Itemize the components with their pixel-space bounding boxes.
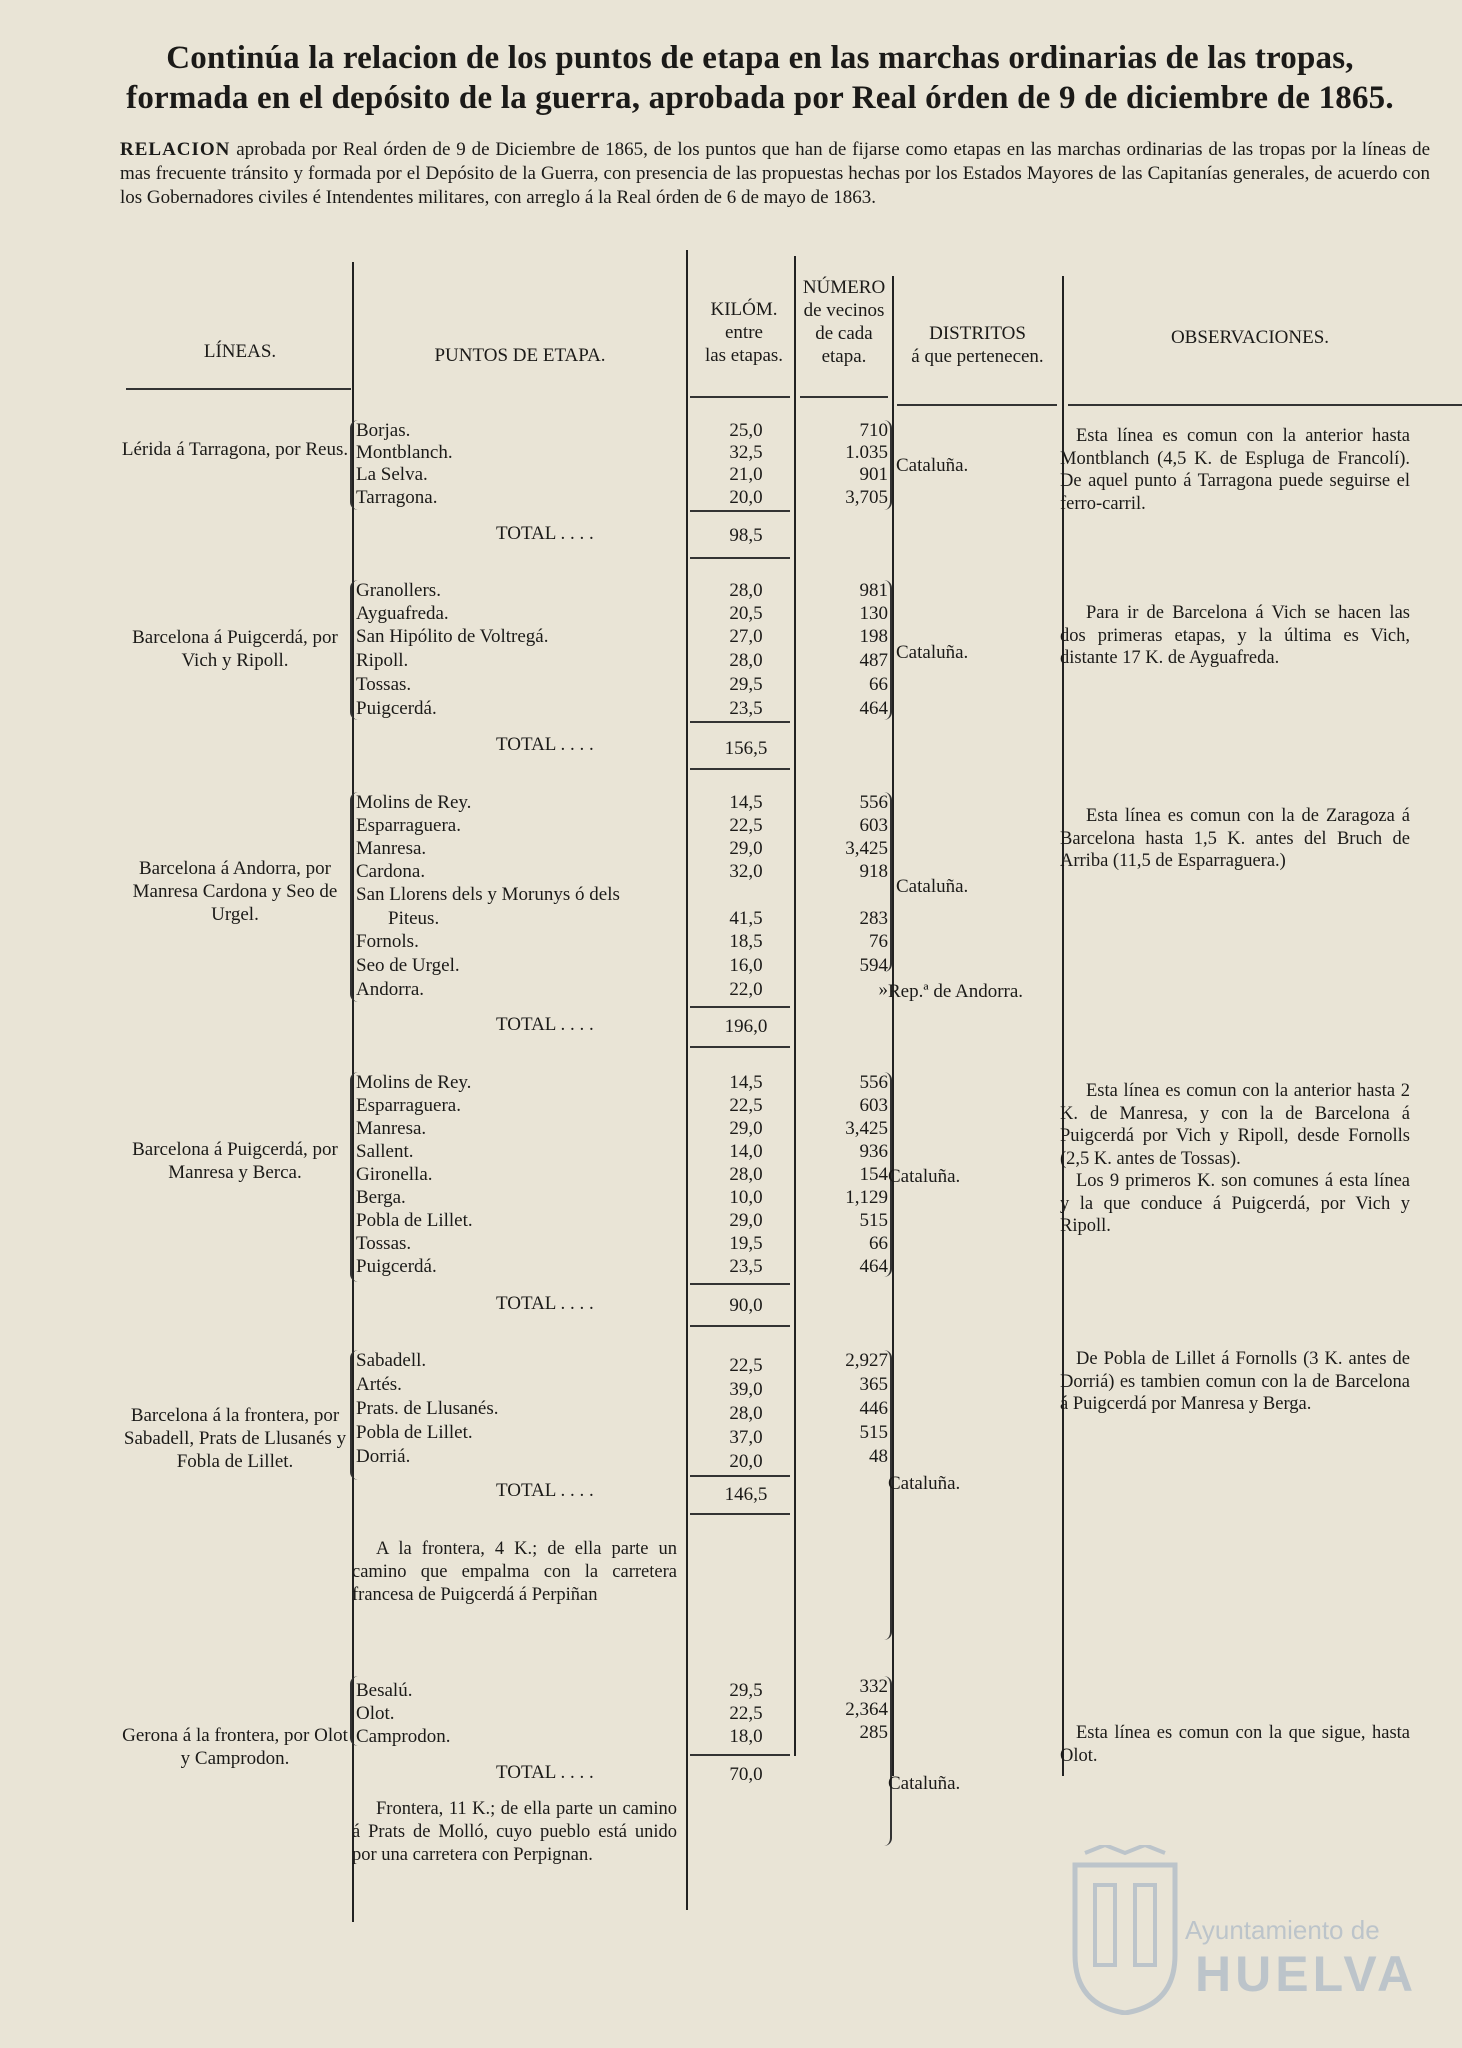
stop-name: Berga. [356,1187,406,1208]
km-rule [690,721,790,723]
stop-km: 22,5 [729,815,763,836]
section-rule [690,768,790,770]
stop-vecinos: 556 [859,1072,888,1093]
total-km: 90,0 [729,1295,763,1316]
km-rule [690,1283,790,1285]
stop-vecinos: 594 [859,955,888,976]
stop-vecinos: 936 [859,1141,888,1162]
stop-vecinos: 198 [859,626,888,647]
observation: Esta línea es comun con la que sigue, hasta Olot. [1060,1723,1410,1766]
stop-km: 41,5 [729,908,763,929]
stop-km: 28,0 [729,1164,763,1185]
stop-name: Olot. [356,1703,395,1724]
stop-vecinos: 918 [859,861,888,882]
stop-vecinos: 446 [859,1398,888,1419]
stop-name: Fornols. [356,931,419,952]
district: Cataluña. [896,455,969,476]
stop-name: Cardona. [356,861,426,882]
intro-lead: RELACION [120,139,231,160]
line-name: Barcelona á Puigcerdá, por Manresa y Berca. [132,1139,338,1183]
stop-km: 19,5 [729,1233,763,1254]
stop-name: Seo de Urgel. [356,955,460,976]
district: Cataluña. [896,642,969,663]
stop-km: 25,0 [729,420,763,441]
header-vecinos-4: etapa. [821,346,867,367]
stop-km: 22,0 [729,979,763,1000]
stop-vecinos: 981 [859,580,888,601]
stop-vecinos: 603 [859,1095,888,1116]
stop-name: Tarragona. [356,487,438,508]
header-kilom-1: KILÓM. [710,299,778,320]
stop-name: Ayguafreda. [356,603,449,624]
total-km: 156,5 [724,738,768,759]
stop-vecinos: 66 [869,1233,888,1254]
watermark-line1: Ayuntamiento de [1185,1915,1380,1945]
stop-km: 10,0 [729,1187,763,1208]
stop-vecinos: 710 [859,420,888,441]
district: Cataluña. [896,876,969,897]
total-label: TOTAL . . . . [496,1014,594,1035]
stop-name: Prats. de Llusanés. [356,1398,499,1419]
stop-name: San Llorens dels y Morunys ó dels [356,884,620,905]
stop-km: 32,5 [729,442,763,463]
stop-vecinos: 464 [859,1256,888,1277]
stop-vecinos: 464 [859,698,888,719]
stop-vecinos: 332 [859,1676,888,1697]
observation: Esta línea es comun con la anterior hasta 2 K. de Manresa, y con la de Barcelona á Puigcerdá por Vich y Ripoll, desde Fornolls (2,5 K. antes de Tossas). [1060,1081,1410,1169]
total-label: TOTAL . . . . [496,1480,594,1501]
stop-name: Molins de Rey. [356,1072,472,1093]
stop-km: 14,5 [729,792,763,813]
stop-name: Ripoll. [356,650,409,671]
stop-km: 37,0 [729,1427,763,1448]
stop-km: 22,5 [729,1703,763,1724]
stop-km: 20,0 [729,1451,763,1472]
stop-name: Sabadell. [356,1350,427,1371]
stop-km: 20,5 [729,603,763,624]
stop-name: Tossas. [356,1233,412,1254]
intro-text: aprobada por Real órden de 9 de Diciembre de 1865, de los puntos que han de fijarse como etapas en las marchas ordinarias de las tropas por la líneas de mas frecuente tránsito y formada por el Depósito de la Guerra, con presencia de las propuestas hechas por los Estados Mayores de las Capitanías generales, de acuerdo con los Gobernadores civiles é Intendentes militares, con arreglo á la Real órden de 6 de mayo de 1863. [120,139,1431,208]
header-rule-lineas [126,388,351,390]
stop-km: 29,5 [729,674,763,695]
stop-name: Andorra. [356,979,425,1000]
stop-km: 16,0 [729,955,763,976]
stop-vecinos: 1.035 [845,442,888,463]
stop-vecinos: 3,425 [845,1118,888,1139]
stop-vecinos: 556 [859,792,888,813]
header-distritos-2: á que pertenecen. [911,346,1044,367]
intro-paragraph [120,138,1430,210]
total-label: TOTAL . . . . [496,734,594,755]
line-name: Lérida á Tarragona, por Reus. [121,439,349,460]
total-km: 70,0 [729,1764,763,1785]
total-km: 98,5 [729,525,763,546]
header-observaciones: OBSERVACIONES. [1170,327,1330,348]
stop-vecinos: 154 [859,1164,888,1185]
total-label: TOTAL . . . . [496,523,594,544]
stop-km: 27,0 [729,626,763,647]
stop-name: Camprodon. [356,1726,451,1747]
observation: Esta línea es comun con la anterior hasta Montblanch (4,5 K. de Espluga de Francolí). De aquel punto á Tarragona puede seguirse el ferro-carril. [1060,426,1410,514]
section-rule [690,1046,790,1048]
km-rule [690,1475,790,1477]
stop-name: Borjas. [356,420,411,441]
stop-km: 29,5 [729,1680,763,1701]
stop-vecinos: 283 [859,908,888,929]
stop-vecinos: 3,705 [845,487,888,508]
stop-name: Dorriá. [356,1446,411,1467]
stop-name: Artés. [356,1374,402,1395]
header-vecinos [796,276,892,368]
stop-km: 14,0 [729,1141,763,1162]
header-kilom-2: entre [725,322,763,343]
header-distritos [895,322,1060,368]
header-distritos-1: DISTRITOS [929,323,1026,344]
stop-name: Piteus. [388,908,440,929]
vecinos-brace [884,580,892,720]
vecinos-brace [884,792,892,972]
frontier-note: Frontera, 11 K.; de ella parte un camino á Prats de Molló, cuyo pueblo está unido por una carretera con Perpignan. [352,1799,677,1865]
header-vecinos-1: NÚMERO [802,277,886,298]
header-rule-distritos [897,404,1057,406]
stop-vecinos: 3,425 [845,838,888,859]
stop-name: Tossas. [356,674,412,695]
section-rule [690,1325,790,1327]
stop-km: 18,5 [729,931,763,952]
km-rule [690,1754,790,1756]
observation: Para ir de Barcelona á Vich se hacen las dos primeras etapas, y la última es Vich, distante 17 K. de Ayguafreda. [1060,603,1410,668]
stop-vecinos: » [878,979,888,1000]
line-name: Barcelona á Puigcerdá, por Vich y Ripoll. [132,627,338,671]
stop-km: 20,0 [729,487,763,508]
column-rule-4 [892,276,894,1776]
stop-km: 29,0 [729,838,763,859]
stop-vecinos: 901 [859,464,888,485]
stop-km: 32,0 [729,861,763,882]
stop-vecinos: 2,927 [845,1350,888,1371]
header-vecinos-3: de cada [815,323,873,344]
stop-name: Besalú. [356,1680,413,1701]
stop-name: Manresa. [356,838,427,859]
stop-km: 23,5 [729,698,763,719]
stop-vecinos: 515 [859,1422,888,1443]
stop-name: Puigcerdá. [356,698,437,719]
header-rule-obs [1068,404,1462,406]
stop-km: 21,0 [729,464,763,485]
header-puntos: PUNTOS DE ETAPA. [434,345,606,366]
stop-vecinos: 48 [869,1446,888,1467]
stop-name: Sallent. [356,1141,414,1162]
stop-km: 28,0 [729,650,763,671]
district-andorra: Rep.ª de Andorra. [888,981,1024,1002]
line-name: Barcelona á la frontera, por Sabadell, Prats de Llusanés y Fobla de Lillet. [123,1405,347,1472]
total-label: TOTAL . . . . [496,1293,594,1314]
stop-vecinos: 130 [859,603,888,624]
stop-km: 22,5 [729,1355,763,1376]
header-rule-kilom [690,396,790,398]
stop-vecinos: 365 [859,1374,888,1395]
vecinos-brace [884,1676,892,1846]
line-name: Barcelona á Andorra, por Manresa Cardona y Seo de Urgel. [132,858,338,925]
watermark-line2: HUELVA [1195,1946,1418,2002]
district: Cataluña. [888,1773,961,1794]
stop-name: Manresa. [356,1118,427,1139]
stop-vecinos: 285 [859,1722,888,1743]
stop-vecinos: 515 [859,1210,888,1231]
header-rule-vecinos [800,396,888,398]
stop-name: Pobla de Lillet. [356,1422,473,1443]
total-label: TOTAL . . . . [496,1762,594,1783]
stop-name: San Hipólito de Voltregá. [356,626,549,647]
stop-name: Montblanch. [356,442,453,463]
stop-name: Granollers. [356,580,441,601]
stop-km: 18,0 [729,1726,763,1747]
stop-km: 28,0 [729,580,763,601]
stop-name: Molins de Rey. [356,792,472,813]
stop-name: La Selva. [356,464,428,485]
km-rule [690,1006,790,1008]
total-km: 146,5 [724,1484,768,1505]
stop-km: 29,0 [729,1210,763,1231]
section-rule [690,1513,790,1515]
stop-km: 29,0 [729,1118,763,1139]
km-rule [690,510,790,512]
column-rule-2 [686,250,688,1910]
stop-km: 22,5 [729,1095,763,1116]
section-rule [690,557,790,559]
stop-vecinos: 2,364 [845,1699,888,1720]
stop-km: 39,0 [729,1379,763,1400]
stop-vecinos: 66 [869,674,888,695]
frontier-note: A la frontera, 4 K.; de ella parte un camino que empalma con la carretera francesa de Puigcerdá á Perpiñan [352,1539,677,1605]
stop-vecinos: 1,129 [845,1187,888,1208]
total-km: 196,0 [724,1016,768,1037]
observation-2: Los 9 primeros K. son comunes á esta línea y la que conduce á Puigcerdá, por Vich y Ripoll. [1060,1171,1410,1236]
stop-name: Pobla de Lillet. [356,1210,473,1231]
page-title: Continúa la relacion de los puntos de etapa en las marchas ordinarias de las tropas, formada en el depósito de la guerra, aprobada por Real órden de 9 de diciembre de 1865. [126,40,1394,116]
watermark-logo [1065,1845,1418,2015]
stop-km: 14,5 [729,1072,763,1093]
stop-name: Puigcerdá. [356,1256,437,1277]
stop-name: Gironella. [356,1164,433,1185]
header-lineas: LÍNEAS. [203,341,277,362]
header-vecinos-2: de vecinos [803,300,885,321]
line-name: Gerona á la frontera, por Olot y Camprodon. [122,1725,348,1769]
stop-vecinos: 603 [859,815,888,836]
header-kilom [688,298,800,367]
stop-vecinos: 487 [859,650,888,671]
coat-of-arms-icon [1065,1845,1185,2015]
stop-name: Esparraguera. [356,815,461,836]
stop-name: Esparraguera. [356,1095,461,1116]
stop-vecinos: 76 [869,931,888,952]
district: Cataluña. [888,1166,961,1187]
observation: Esta línea es comun con la de Zaragoza á Barcelona hasta 1,5 K. antes del Bruch de Arriba (11,5 de Esparraguera.) [1060,806,1410,871]
header-kilom-3: las etapas. [704,345,784,366]
stop-km: 23,5 [729,1256,763,1277]
vecinos-brace [884,420,892,510]
observation: De Pobla de Lillet á Fornolls (3 K. antes de Dorriá) es tambien comun con la de Barcelona á Puigcerdá por Manresa y Berga. [1060,1349,1410,1414]
stop-km: 28,0 [729,1403,763,1424]
district: Cataluña. [888,1473,961,1494]
